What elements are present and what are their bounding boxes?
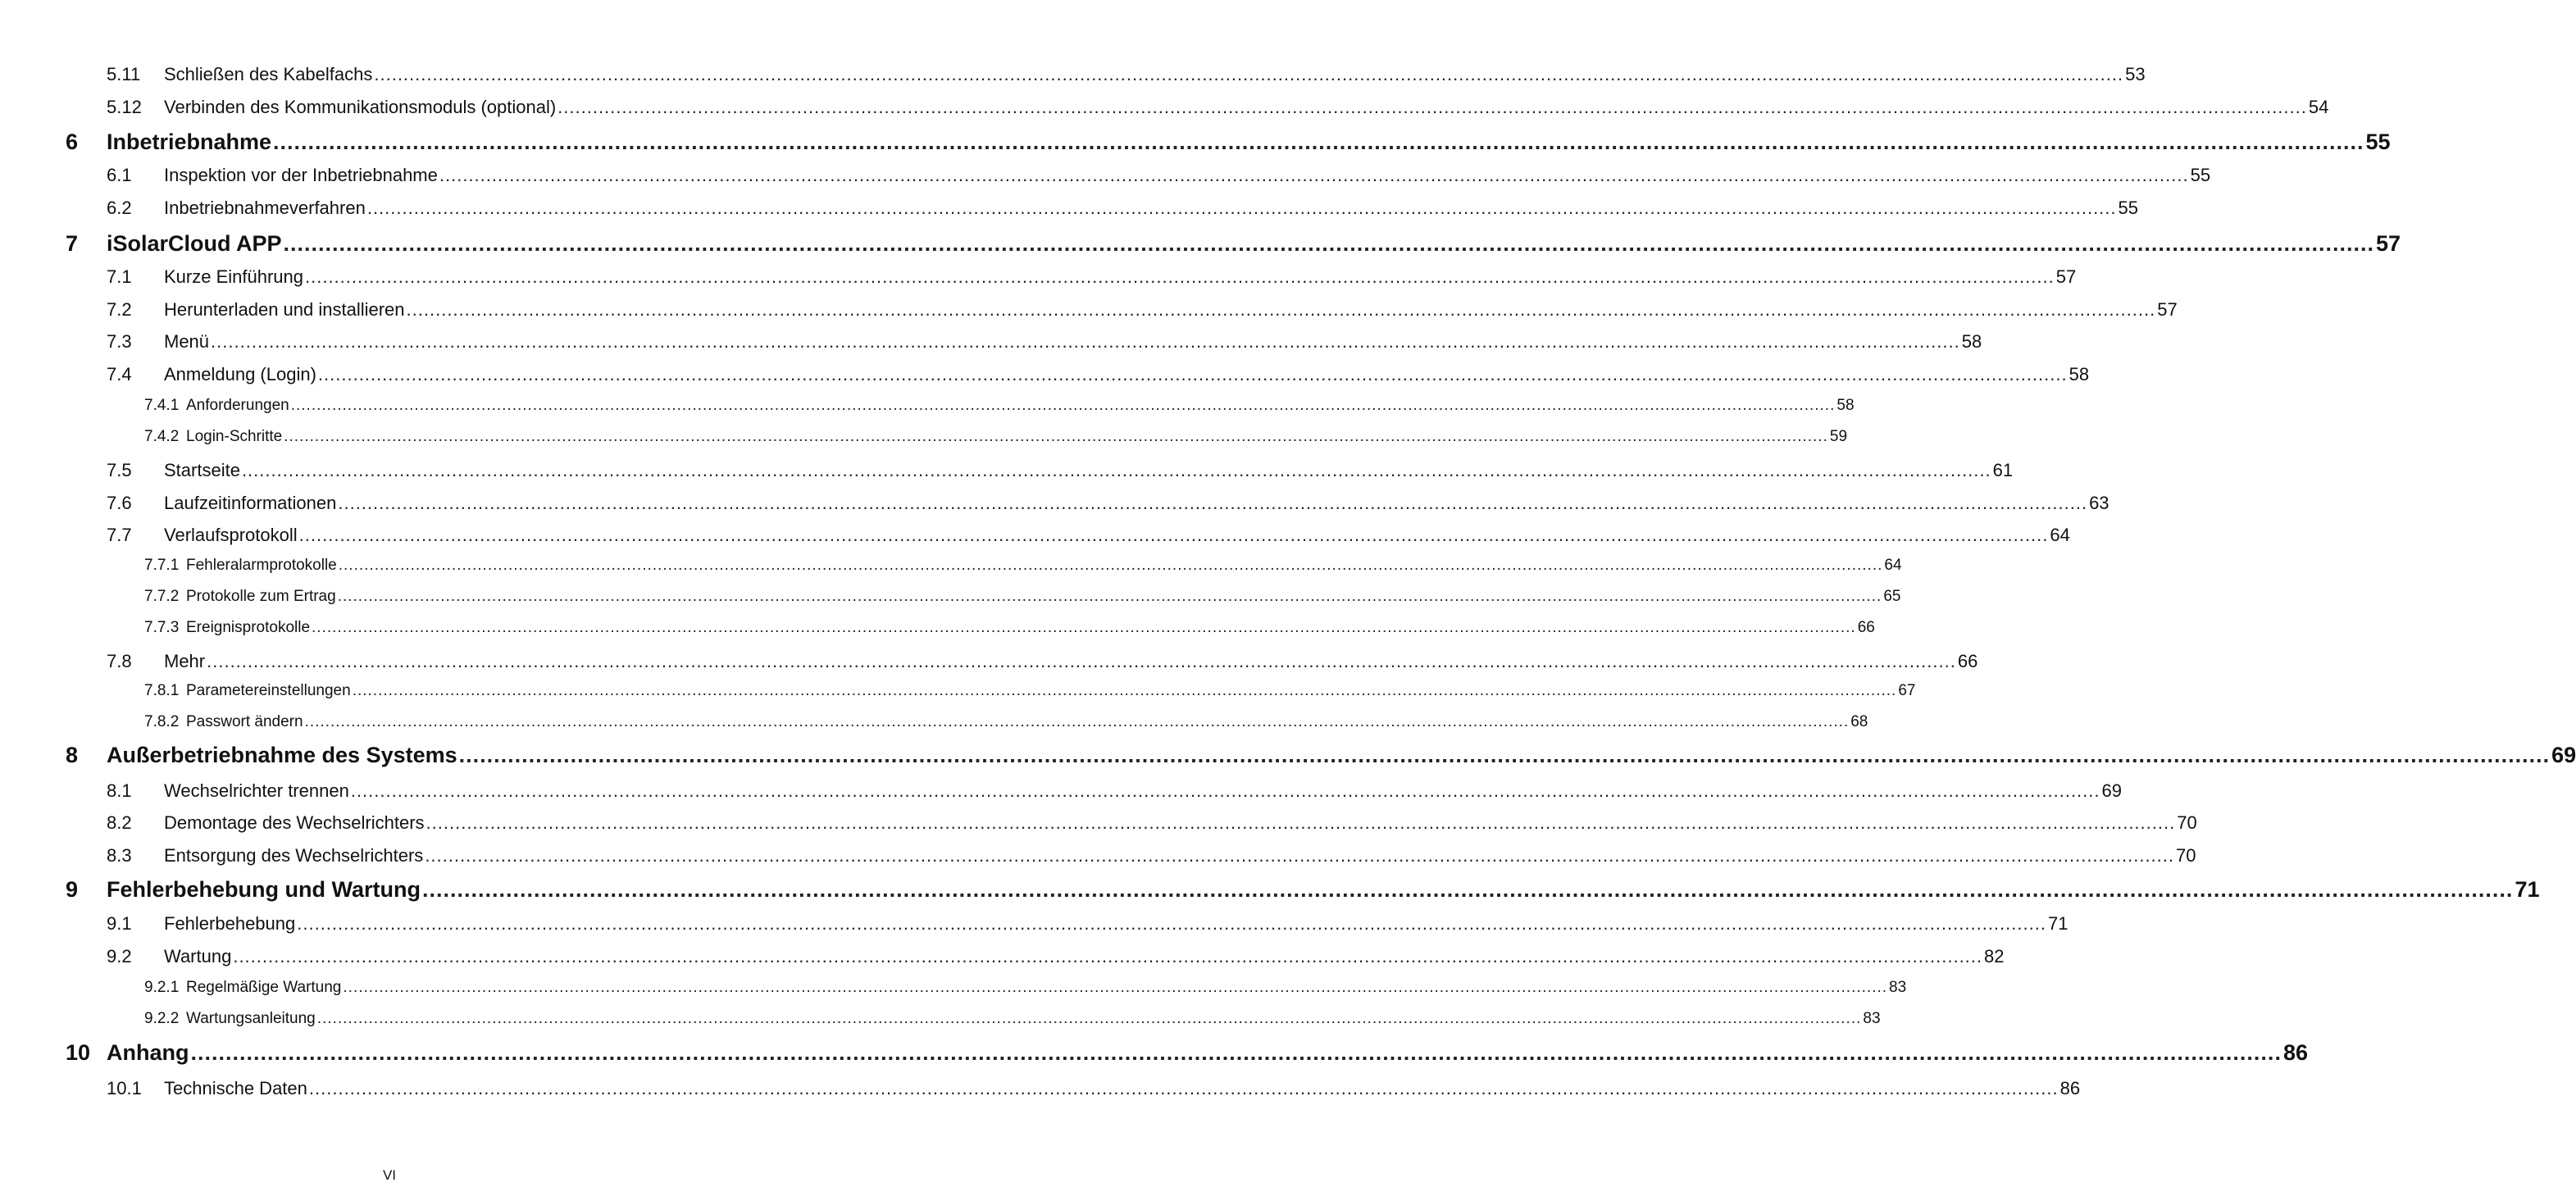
toc-entry-title: Laufzeitinformationen <box>164 493 337 513</box>
dot-leader: ............................................................................................................................................................................................................................................................................................................ <box>458 743 2551 767</box>
dot-leader: ............................................................................................................................................................................................................................................................................................................ <box>304 713 1850 730</box>
toc-entry-page: 65 <box>1883 588 1901 605</box>
toc-entry-number: 5.12 <box>107 97 142 117</box>
toc-entry-page: 71 <box>2047 913 2069 934</box>
toc-entry-page: 59 <box>1829 428 1848 445</box>
dot-leader: ............................................................................................................................................................................................................................................................................................................ <box>317 364 2068 384</box>
toc-entry-line <box>164 845 2196 866</box>
toc-entry-page: 66 <box>1857 619 1875 636</box>
toc-entry-page: 58 <box>1836 397 1855 414</box>
toc-entry-page: 69 <box>2551 743 2576 767</box>
toc-entry-line <box>164 266 2077 288</box>
toc-entry-number: 9.2.2 <box>144 1010 180 1027</box>
dot-leader: ............................................................................................................................................................................................................................................................................................................ <box>233 946 1983 966</box>
toc-entry-title: Anforderungen <box>186 397 289 414</box>
toc-entry-number: 7.7.3 <box>144 619 180 636</box>
toc-entry-number: 7.5 <box>107 460 132 480</box>
toc-entry-title: Login-Schritte <box>186 428 283 445</box>
toc-entry-page: 58 <box>1961 331 1982 352</box>
dot-leader: ............................................................................................................................................................................................................................................................................................................ <box>316 1010 1862 1027</box>
toc-entry-line <box>107 130 2391 155</box>
toc-entry-number: 10.1 <box>107 1078 142 1098</box>
toc-entry-line <box>186 397 1855 415</box>
toc-entry-number: 8.2 <box>107 812 132 833</box>
toc-entry-number: 10 <box>66 1040 91 1065</box>
dot-leader: ............................................................................................................................................................................................................................................................................................................ <box>352 682 1897 699</box>
toc-entry-line <box>164 946 2005 967</box>
dot-leader: ............................................................................................................................................................................................................................................................................................................ <box>338 493 2088 513</box>
toc-entry-title: Startseite <box>164 460 240 480</box>
toc-entry-line <box>186 713 1868 731</box>
dot-leader: ............................................................................................................................................................................................................................................................................................................ <box>350 780 2100 801</box>
toc-entry-title: Fehleralarmprotokolle <box>186 557 337 574</box>
toc-entry-title: Parametereinstellungen <box>186 682 351 699</box>
toc-entry-number: 7.4 <box>107 364 132 384</box>
toc-entry-title: Ereignisprotokolle <box>186 619 311 636</box>
dot-leader: ............................................................................................................................................................................................................................................................................................................ <box>366 198 2117 218</box>
toc-entry-line <box>186 428 1848 446</box>
dot-leader: ............................................................................................................................................................................................................................................................................................................ <box>343 979 1888 996</box>
toc-entry-title: Verlaufsprotokoll <box>164 525 298 545</box>
toc-entry-number: 9 <box>66 877 79 902</box>
toc-entry-line <box>164 913 2069 935</box>
toc-entry-number: 5.11 <box>107 64 141 84</box>
toc-entry-title: Regelmäßige Wartung <box>186 979 342 996</box>
toc-entry-title: Kurze Einführung <box>164 266 303 287</box>
toc-entry-page: 63 <box>2089 493 2109 513</box>
dot-leader: ............................................................................................................................................................................................................................................................................................................ <box>290 397 1836 414</box>
toc-entry-number: 7.8.1 <box>144 682 180 699</box>
toc-entry-title: Herunterladen und installieren <box>164 299 405 320</box>
toc-entry-title: Anhang <box>107 1040 189 1065</box>
toc-entry-line <box>186 979 1907 997</box>
toc-entry-title: Demontage des Wechselrichters <box>164 812 425 833</box>
toc-entry-line <box>186 619 1875 637</box>
dot-leader: ............................................................................................................................................................................................................................................................................................................ <box>305 266 2055 287</box>
page-number-footer: VI <box>382 1167 397 1183</box>
dot-leader: ............................................................................................................................................................................................................................................................................................................ <box>312 619 1856 636</box>
toc-entry-title: Wartung <box>164 946 232 966</box>
toc-entry-title: Inspektion vor der Inbetriebnahme <box>164 165 438 185</box>
toc-entry-title: Fehlerbehebung und Wartung <box>107 877 421 902</box>
toc-entry-title: Inbetriebnahme <box>107 130 272 154</box>
toc-entry-title: Schließen des Kabelfachs <box>164 64 373 84</box>
dot-leader: ............................................................................................................................................................................................................................................................................................................ <box>241 460 1991 480</box>
toc-entry-number: 7.7.1 <box>144 557 180 574</box>
toc-entry-title: Wartungsanleitung <box>186 1010 316 1027</box>
toc-entry-page: 55 <box>2118 198 2139 218</box>
toc-entry-page: 67 <box>1898 682 1916 699</box>
toc-entry-page: 70 <box>2176 845 2196 866</box>
dot-leader: ............................................................................................................................................................................................................................................................................................................ <box>211 331 1960 352</box>
toc-entry-title: Inbetriebnahmeverfahren <box>164 198 366 218</box>
toc-entry-line <box>164 493 2109 514</box>
toc-entry-number: 9.2 <box>107 946 132 966</box>
toc-entry-page: 68 <box>1850 713 1868 730</box>
toc-entry-line <box>186 588 1901 606</box>
toc-entry-number: 7.8 <box>107 651 132 671</box>
toc-entry-page: 58 <box>2069 364 2090 384</box>
toc-entry-line <box>107 1040 2308 1066</box>
toc-entry-line <box>107 231 2401 257</box>
toc-entry-line <box>164 97 2329 118</box>
toc-entry-page: 83 <box>1889 979 1907 996</box>
toc-entry-title: Protokolle zum Ertrag <box>186 588 336 605</box>
toc-entry-number: 6 <box>66 130 79 154</box>
toc-entry-page: 53 <box>2125 64 2146 84</box>
toc-entry-page: 57 <box>2157 299 2178 320</box>
toc-entry-title: Anmeldung (Login) <box>164 364 316 384</box>
toc-entry-title: Außerbetriebnahme des Systems <box>107 743 457 767</box>
toc-entry-title: Menü <box>164 331 210 352</box>
toc-entry-number: 7.6 <box>107 493 132 513</box>
dot-leader: ............................................................................................................................................................................................................................................................................................................ <box>338 557 1883 574</box>
toc-entry-title: Technische Daten <box>164 1078 307 1098</box>
toc-entry-title: Fehlerbehebung <box>164 913 296 934</box>
dot-leader: ............................................................................................................................................................................................................................................................................................................ <box>374 64 2124 84</box>
toc-entry-title: Passwort ändern <box>186 713 303 730</box>
toc-entry-line <box>164 651 1978 672</box>
toc-entry-line <box>186 1010 1881 1028</box>
toc-entry-line <box>107 877 2540 903</box>
toc-entry-line <box>164 64 2146 85</box>
dot-leader: ............................................................................................................................................................................................................................................................................................................ <box>273 130 2364 154</box>
toc-entry-number: 7.1 <box>107 266 132 287</box>
toc-entry-page: 55 <box>2190 165 2211 185</box>
toc-entry-page: 57 <box>2055 266 2077 287</box>
toc-entry-number: 7.7 <box>107 525 132 545</box>
dot-leader: ............................................................................................................................................................................................................................................................................................................ <box>337 588 1882 605</box>
toc-entry-number: 6.1 <box>107 165 132 185</box>
toc-entry-number: 8.3 <box>107 845 132 866</box>
toc-entry-number: 7.8.2 <box>144 713 180 730</box>
toc-entry-number: 6.2 <box>107 198 132 218</box>
toc-entry-page: 57 <box>2375 231 2401 256</box>
toc-entry-page: 64 <box>2050 525 2070 545</box>
toc-entry-line <box>164 525 2070 546</box>
toc-entry-page: 71 <box>2515 877 2540 902</box>
toc-entry-page: 55 <box>2365 130 2391 154</box>
toc-entry-line <box>164 780 2122 802</box>
dot-leader: ............................................................................................................................................................................................................................................................................................................ <box>558 97 2307 117</box>
toc-entry-number: 7.4.2 <box>144 428 180 445</box>
toc-entry-title: Wechselrichter trennen <box>164 780 349 801</box>
dot-leader: ............................................................................................................................................................................................................................................................................................................ <box>207 651 1956 671</box>
toc-entry-line <box>186 682 1916 700</box>
toc-entry-number: 7.3 <box>107 331 132 352</box>
toc-entry-line <box>164 460 2014 481</box>
toc-entry-line <box>164 812 2197 834</box>
toc-entry-number: 7.2 <box>107 299 132 320</box>
toc-entry-number: 7 <box>66 231 79 256</box>
dot-leader: ............................................................................................................................................................................................................................................................................................................ <box>297 913 2046 934</box>
dot-leader: ............................................................................................................................................................................................................................................................................................................ <box>426 812 2176 833</box>
toc-entry-number: 7.7.2 <box>144 588 180 605</box>
toc-entry-line <box>164 299 2178 321</box>
dot-leader: ............................................................................................................................................................................................................................................................................................................ <box>439 165 2189 185</box>
toc-entry-page: 61 <box>1992 460 2014 480</box>
toc-entry-line <box>186 557 1902 575</box>
dot-leader: ............................................................................................................................................................................................................................................................................................................ <box>421 877 2514 902</box>
toc-entry-number: 7.4.1 <box>144 397 180 414</box>
toc-entry-title: Mehr <box>164 651 206 671</box>
toc-entry-number: 8 <box>66 743 79 767</box>
toc-entry-line <box>164 198 2139 219</box>
toc-entry-title: iSolarCloud APP <box>107 231 282 256</box>
toc-entry-page: 69 <box>2101 780 2122 801</box>
toc-entry-line <box>164 1078 2081 1099</box>
dot-leader: ............................................................................................................................................................................................................................................................................................................ <box>190 1040 2282 1065</box>
toc-entry-line <box>164 165 2211 186</box>
toc-entry-number: 8.1 <box>107 780 132 801</box>
toc-entry-page: 54 <box>2308 97 2329 117</box>
toc-entry-page: 64 <box>1884 557 1902 574</box>
dot-leader: ............................................................................................................................................................................................................................................................................................................ <box>283 231 2374 256</box>
dot-leader: ............................................................................................................................................................................................................................................................................................................ <box>298 525 2049 545</box>
dot-leader: ............................................................................................................................................................................................................................................................................................................ <box>284 428 1828 445</box>
toc-entry-line <box>164 331 1982 352</box>
toc-entry-title: Verbinden des Kommunikationsmoduls (optional) <box>164 97 557 117</box>
toc-entry-line <box>164 364 2090 385</box>
toc-entry-line <box>107 743 2576 768</box>
dot-leader: ............................................................................................................................................................................................................................................................................................................ <box>406 299 2156 320</box>
toc-entry-page: 86 <box>2282 1040 2308 1065</box>
toc-entry-page: 70 <box>2177 812 2197 833</box>
toc-entry-page: 82 <box>1984 946 2005 966</box>
toc-entry-page: 66 <box>1957 651 1978 671</box>
dot-leader: ............................................................................................................................................................................................................................................................................................................ <box>308 1078 2059 1098</box>
dot-leader: ............................................................................................................................................................................................................................................................................................................ <box>425 845 2175 866</box>
toc-entry-page: 86 <box>2059 1078 2081 1098</box>
toc-entry-page: 83 <box>1863 1010 1881 1027</box>
toc-entry-title: Entsorgung des Wechselrichters <box>164 845 424 866</box>
toc-entry-number: 9.1 <box>107 913 132 934</box>
toc-entry-number: 9.2.1 <box>144 979 180 996</box>
